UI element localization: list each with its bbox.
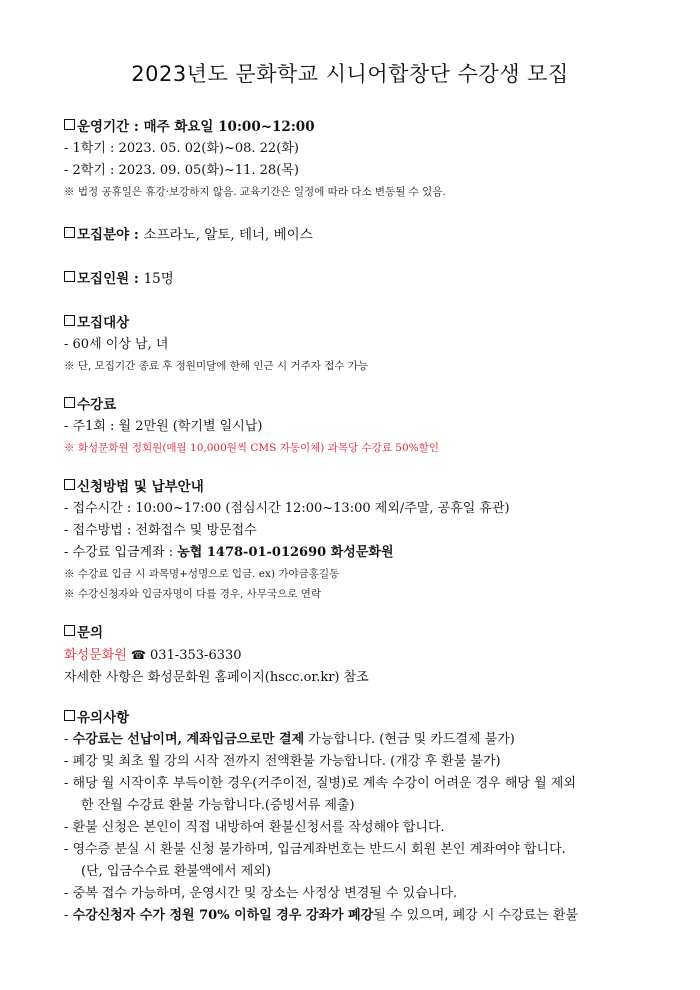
contact-line [64, 644, 644, 667]
notice-item-2: - 폐강 및 최초 월 강의 시작 전까지 전액환불 가능합니다. (개강 후 환불 불가) [64, 754, 501, 769]
section-notice-heading: 유의사항 [64, 707, 644, 729]
section-count-heading: 모집인원 : 15명 [64, 268, 644, 290]
checkbox-square-icon [64, 271, 75, 282]
bank-account: 농협 1478-01-012690 화성문화원 [177, 545, 394, 560]
contact-phone: 031-353-6330 [150, 648, 242, 663]
checkbox-square-icon [64, 315, 75, 326]
notice-item-3: - 해당 월 시작이후 부득이한 경우(거주이전, 질병)로 계속 수강이 어려운 경우 해당 월 제외 [64, 776, 576, 791]
phone-icon: ☎ [130, 648, 146, 662]
target-note: ※ 단, 모집기간 종료 후 정원미달에 한해 인근 시 거주자 접수 가능 [64, 360, 369, 372]
count-value: 15명 [143, 271, 174, 287]
contact-org: 화성문화원 [64, 648, 127, 663]
checkbox-square-icon [64, 397, 75, 408]
section-fee-heading: 수강료 [64, 394, 644, 416]
operation-note: ※ 법정 공휴일은 휴강·보강하지 않음. 교육기간은 일정에 따라 다소 변동될 수 있음. [64, 186, 446, 198]
apply-account: - 수강료 입금계좌 : 농협 1478-01-012690 화성문화원 [64, 545, 394, 560]
target-line: - 60세 이상 남, 녀 [64, 337, 169, 352]
notice-item-7: - 수강신청자 수가 정원 70% 이하일 경우 강좌가 폐강될 수 있으며, 폐강 시 수강료는 환불 [64, 908, 579, 923]
notice-item-1: - 수강료는 선납이며, 계좌입금으로만 결제 가능합니다. (현금 및 카드결제 불가) [64, 732, 515, 747]
section-target-heading: 모집대상 [64, 312, 644, 334]
checkbox-square-icon [64, 227, 75, 238]
checkbox-square-icon [64, 119, 75, 130]
document-body [64, 116, 644, 927]
apply-method: - 접수방법 : 전화접수 및 방문접수 [64, 523, 257, 538]
section-contact-heading: 문의 [64, 622, 644, 644]
apply-note-2: ※ 수강신청자와 입금자명이 다를 경우, 사무국으로 연락 [64, 588, 322, 600]
semester-2: - 2학기 : 2023. 09. 05(화)~11. 28(목) [64, 163, 299, 178]
contact-detail: 자세한 사항은 화성문화원 홈페이지(hscc.or.kr) 참조 [64, 670, 369, 685]
notice-item-3-cont: 한 잔월 수강료 환불 가능합니다.(증빙서류 제출) [81, 798, 355, 813]
notice-item-5-cont: (단, 입금수수료 환불액에서 제외) [81, 864, 271, 879]
page-title: 2023년도 문화학교 시니어합창단 수강생 모집 [131, 62, 569, 86]
section-apply-heading: 신청방법 및 납부안내 [64, 476, 644, 498]
field-value: 소프라노, 알토, 테너, 베이스 [143, 227, 313, 243]
apply-note-1: ※ 수강료 입금 시 과목명+성명으로 입금. ex) 가야금홍길동 [64, 568, 340, 580]
section-field-heading: 모집분야 : 소프라노, 알토, 테너, 베이스 [64, 224, 644, 246]
checkbox-square-icon [64, 625, 75, 636]
section-operation-heading: 운영기간 : 매주 화요일 10:00~12:00 [64, 116, 644, 138]
apply-time: - 접수시간 : 10:00~17:00 (점심시간 12:00~13:00 제외/주말, 공휴일 휴관) [64, 501, 510, 516]
notice-item-4: - 환불 신청은 본인이 직접 내방하여 환불신청서를 작성해야 합니다. [64, 820, 445, 835]
fee-line: - 주1회 : 월 2만원 (학기별 일시납) [64, 419, 263, 434]
notice-item-5: - 영수증 분실 시 환불 신청 불가하며, 입금계좌번호는 반드시 회원 본인 계좌여야 합니다. [64, 842, 566, 857]
checkbox-square-icon [64, 479, 75, 490]
semester-1: - 1학기 : 2023. 05. 02(화)~08. 22(화) [64, 141, 299, 156]
notice-item-6: - 중복 접수 가능하며, 운영시간 및 장소는 사정상 변경될 수 있습니다. [64, 886, 458, 901]
checkbox-square-icon [64, 710, 75, 721]
operation-schedule: 매주 화요일 10:00~12:00 [143, 119, 315, 135]
fee-discount-note: ※ 화성문화원 정회원(매월 10,000원씩 CMS 자동이체) 과목당 수강료 50%할인 [64, 442, 439, 454]
